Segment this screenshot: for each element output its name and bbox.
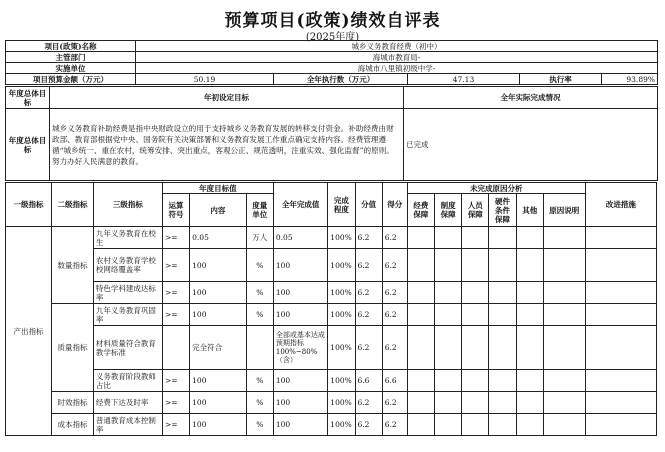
- level1-output: 产出指标: [6, 227, 52, 436]
- indicator-op: [162, 326, 189, 370]
- indicator-unit: %: [246, 249, 273, 282]
- col-r1: 经费保障: [407, 194, 434, 227]
- goal-row-label-top: 年度总体目标: [6, 87, 50, 109]
- indicator-degree: 100%: [328, 227, 355, 249]
- indicator-done: 全部或基本达成预期指标100%~80%（含）: [273, 326, 327, 370]
- initial-goal-header: 年初设定目标: [50, 87, 404, 109]
- indicator-table: [5, 182, 657, 436]
- indicator-name: 材料质量符合教育教学标准: [93, 326, 162, 370]
- col-degree: 完成程度: [328, 183, 355, 227]
- indicator-unit: %: [246, 304, 273, 326]
- budget-label: 项目预算金额（万元）: [6, 74, 136, 85]
- rate-value: 93.89%: [602, 74, 658, 85]
- indicator-score: 6.2: [355, 326, 382, 370]
- col-r3: 人员保障: [462, 194, 489, 227]
- indicator-got: 6.2: [382, 304, 407, 326]
- col-r6: 原因说明: [543, 194, 585, 227]
- indicator-name: 九年义务教育巩固率: [93, 304, 162, 326]
- indicator-got: 6.6: [382, 370, 407, 392]
- col-level3: 三级指标: [93, 183, 162, 227]
- actual-goal-header: 全年实际完成情况: [404, 87, 658, 109]
- indicator-degree: 100%: [328, 304, 355, 326]
- indicator-unit: %: [246, 370, 273, 392]
- indicator-unit: %: [246, 282, 273, 304]
- year-subtitle: (2025年度): [305, 32, 360, 43]
- col-level2: 二级指标: [52, 183, 94, 227]
- indicator-name: 经费下达及时率: [93, 392, 162, 414]
- project-name-label: 项目(政策)名称: [6, 41, 136, 52]
- project-info-table: [5, 40, 658, 85]
- indicator-done: 100: [273, 392, 327, 414]
- indicator-degree: 100%: [328, 249, 355, 282]
- indicator-done: 100: [273, 370, 327, 392]
- indicator-content: 100: [190, 414, 247, 436]
- indicator-name: 特色学科建成达标率: [93, 282, 162, 304]
- level2-cost: 成本指标: [52, 414, 94, 436]
- indicator-score: 6.2: [355, 227, 382, 249]
- indicator-content: 100: [190, 249, 247, 282]
- indicator-got: 6.2: [382, 282, 407, 304]
- indicator-op: >=: [162, 414, 189, 436]
- actual-goal-text: 已完成: [404, 109, 658, 181]
- indicator-op: >=: [162, 392, 189, 414]
- col-unit: 度量单位: [246, 194, 273, 227]
- indicator-score: 6.2: [355, 249, 382, 282]
- indicator-content: 0.05: [190, 227, 247, 249]
- indicator-degree: 100%: [328, 414, 355, 436]
- exec-value: 47.13: [408, 74, 520, 85]
- indicator-op: >=: [162, 227, 189, 249]
- indicator-got: 6.2: [382, 249, 407, 282]
- indicator-degree: 100%: [328, 326, 355, 370]
- indicator-score: 6.2: [355, 392, 382, 414]
- indicator-name: 农村义务教育学校校网络覆盖率: [93, 249, 162, 282]
- indicator-name: 九年义务教育在校生: [93, 227, 162, 249]
- col-score: 分值: [355, 183, 382, 227]
- indicator-got: 6.2: [382, 414, 407, 436]
- indicator-done: 100: [273, 282, 327, 304]
- rate-label: 执行率: [520, 74, 602, 85]
- col-content: 内容: [190, 194, 247, 227]
- exec-label: 全年执行数（万元）: [274, 74, 408, 85]
- indicator-op: >=: [162, 282, 189, 304]
- indicator-content: 完全符合: [190, 326, 247, 370]
- col-r5: 其他: [516, 194, 543, 227]
- indicator-score: 6.2: [355, 414, 382, 436]
- indicator-got: 6.2: [382, 227, 407, 249]
- indicator-done: 100: [273, 414, 327, 436]
- budget-value: 50.19: [136, 74, 274, 85]
- level2-quality: 质量指标: [52, 304, 94, 392]
- indicator-name: 普通教育成本控制率: [93, 414, 162, 436]
- indicator-degree: 100%: [328, 370, 355, 392]
- indicator-unit: 万人: [246, 227, 273, 249]
- indicator-done: 100: [273, 249, 327, 282]
- col-improve: 改进措施: [585, 183, 656, 227]
- indicator-score: 6.2: [355, 282, 382, 304]
- indicator-unit: [246, 326, 273, 370]
- indicator-got: 6.2: [382, 326, 407, 370]
- col-r2: 制度保障: [435, 194, 462, 227]
- page-title: 预算项目(政策)绩效自评表: [224, 11, 441, 31]
- project-name-value: 城乡义务教育经费（初中）: [136, 41, 658, 52]
- dept-label: 主管部门: [6, 52, 136, 63]
- unit-value: 海城市八里镇初级中学-: [136, 63, 658, 74]
- indicator-content: 100: [190, 304, 247, 326]
- col-r4: 硬件条件保障: [489, 194, 516, 227]
- indicator-unit: %: [246, 414, 273, 436]
- indicator-name: 义务教育阶段教师占比: [93, 370, 162, 392]
- col-annual-target: 年度目标值: [162, 183, 273, 194]
- goal-row-label: 年度总体目标: [6, 109, 50, 181]
- unit-label: 实施单位: [6, 63, 136, 74]
- indicator-done: 100: [273, 304, 327, 326]
- col-got: 得分: [382, 183, 407, 227]
- indicator-done: 0.05: [273, 227, 327, 249]
- indicator-degree: 100%: [328, 392, 355, 414]
- indicator-score: 6.2: [355, 304, 382, 326]
- col-op: 运算符号: [162, 194, 189, 227]
- level2-quantity: 数量指标: [52, 227, 94, 304]
- indicator-unit: %: [246, 392, 273, 414]
- annual-goal-table: [5, 86, 658, 181]
- level2-timeliness: 时效指标: [52, 392, 94, 414]
- indicator-op: >=: [162, 370, 189, 392]
- indicator-op: >=: [162, 249, 189, 282]
- indicator-degree: 100%: [328, 282, 355, 304]
- initial-goal-text: 城乡义务教育补助经费是指中央财政设立的用于支持城乡义务教育发展的转移支付资金。补助经费由财政部、教育部根据党中央、国务院有关决策部署和义务教育发展工作重点确定支持内容。经费管理遵循“城乡统一、重在农村，统筹安排、突出重点，客观公正、规范透明，注重实效、强化监督”的原则。努力办好人民满意的教育。: [50, 109, 404, 181]
- indicator-content: 100: [190, 392, 247, 414]
- indicator-content: 100: [190, 370, 247, 392]
- col-level1: 一级指标: [6, 183, 52, 227]
- indicator-score: 6.6: [355, 370, 382, 392]
- indicator-op: >=: [162, 304, 189, 326]
- col-full-year: 全年完成值: [273, 183, 327, 227]
- col-reason: 未完成原因分析: [407, 183, 585, 194]
- indicator-content: 100: [190, 282, 247, 304]
- indicator-got: 6.2: [382, 392, 407, 414]
- dept-value: 海城市教育局-: [136, 52, 658, 63]
